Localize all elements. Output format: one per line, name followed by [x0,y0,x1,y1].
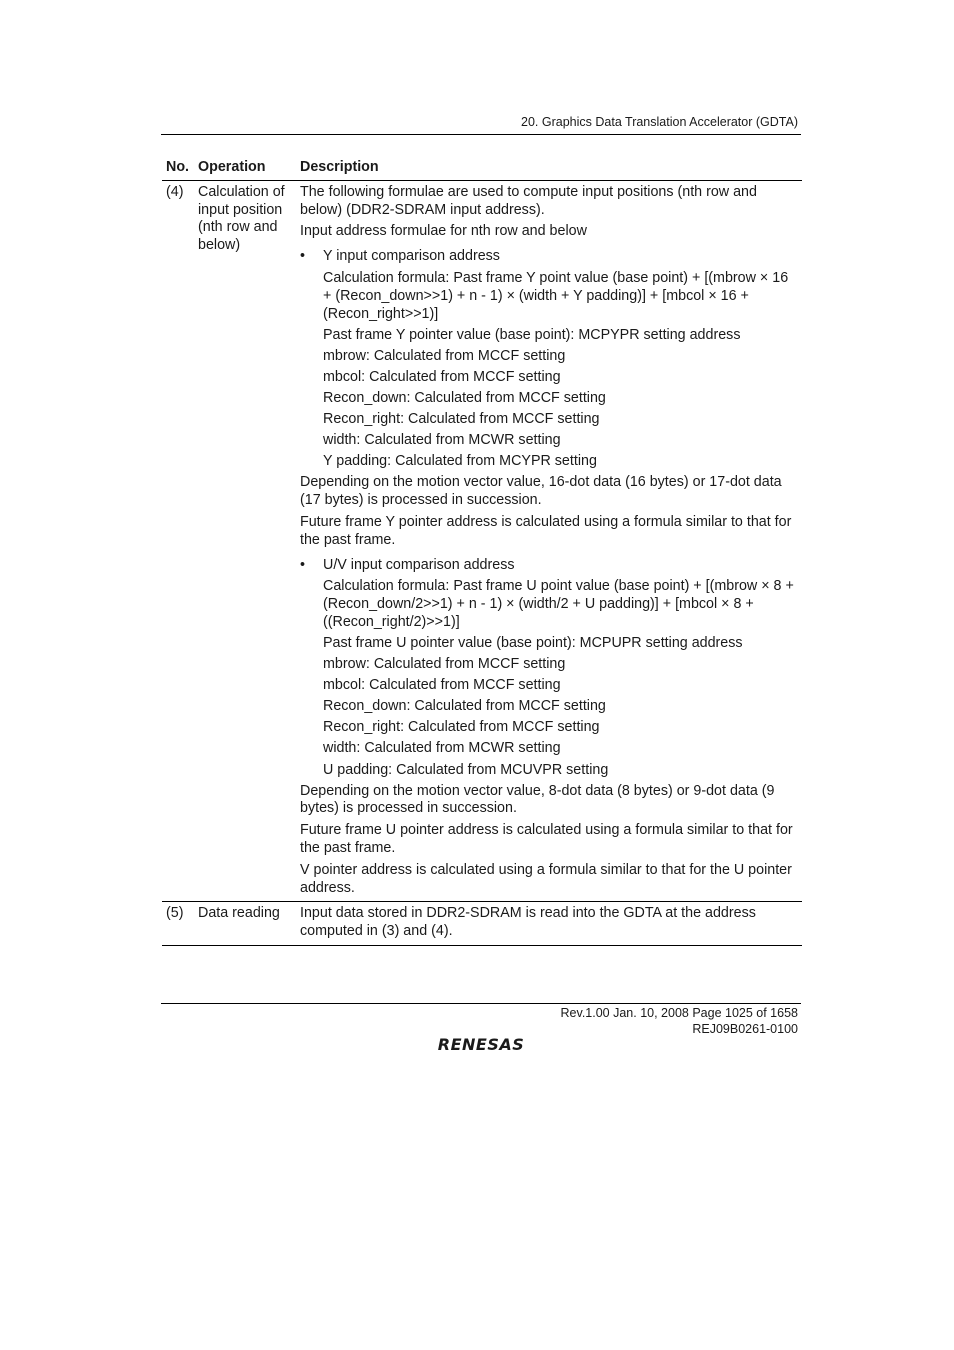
document-code: REJ09B0261-0100 [692,1022,798,1036]
definition-line: mbrow: Calculated from MCCF setting [323,347,566,364]
bullet-item [300,557,798,575]
description-paragraph: Depending on the motion vector value, 8-dot data (8 bytes) or 9-dot data (9 bytes) is processed in succession. [300,782,775,817]
operation-line: input position [198,201,283,218]
header-no: No. [162,157,194,180]
description-paragraph: Depending on the motion vector value, 16-dot data (16 bytes) or 17-dot data (17 bytes) is processed in succession. [300,474,782,509]
operation-cell [194,180,296,902]
row-number: (4) [162,180,194,902]
bullet-item [300,248,798,266]
header-rule [161,134,801,135]
bullet-label: Y input comparison address [323,248,500,265]
description-cell: Input data stored in DDR2-SDRAM is read into the GDTA at the address computed in (3) and (4). [296,902,802,946]
header-operation: Operation [194,157,296,180]
definition-line: Recon_down: Calculated from MCCF setting [323,698,606,715]
definition-line: width: Calculated from MCWR setting [323,432,561,449]
operation-table [162,157,802,946]
description-paragraph: The following formulae are used to compute input positions (nth row and below) (DDR2-SDRAM input address). [300,183,757,218]
bullet-label: U/V input comparison address [323,556,515,573]
definition-line: Recon_right: Calculated from MCCF setting [323,411,600,428]
definition-line: Recon_down: Calculated from MCCF setting [323,389,606,406]
definition-line: Past frame Y pointer value (base point): MCPYPR setting address [323,326,741,343]
footer-rule [161,1003,801,1004]
bullet-dot-icon: • [300,248,306,265]
bullet-dot-icon: • [300,556,306,573]
definition-line: mbcol: Calculated from MCCF setting [323,368,561,385]
operation-cell: Data reading [194,902,296,946]
operation-line: (nth row and [198,219,278,236]
description-paragraph: V pointer address is calculated using a formula similar to that for the U pointer address. [300,861,792,896]
definition-line: width: Calculated from MCWR setting [323,740,561,757]
operation-line: Calculation of [198,183,285,200]
definition-line: mbrow: Calculated from MCCF setting [323,656,566,673]
formula-line: Calculation formula: Past frame Y point value (base point) + [(mbrow × 16 + (Recon_down>>1) + n - 1) × (width + Y padding)] + [mbcol × 16 + (Recon_right>>1)] [323,269,789,322]
description-paragraph: Future frame Y pointer address is calculated using a formula similar to that for the past frame. [300,513,792,548]
description-cell [296,180,802,902]
description-paragraph: Future frame U pointer address is calculated using a formula similar to that for the past frame. [300,822,793,857]
definition-line: U padding: Calculated from MCUVPR setting [323,761,609,778]
formula-line: Calculation formula: Past frame U point value (base point) + [(mbrow × 8 + (Recon_down/2>>1) + n - 1) × (width/2 + U padding)] + [mbcol × 8 + ((Recon_right/2)>>1)] [323,578,794,630]
definition-line: mbcol: Calculated from MCCF setting [323,677,561,694]
description-paragraph: Input address formulae for nth row and below [300,223,587,240]
definition-line: Y padding: Calculated from MCYPR setting [323,453,597,470]
svg-text:RENESAS: RENESAS [437,1035,525,1054]
definition-line: Recon_right: Calculated from MCCF setting [323,719,600,736]
renesas-logo-icon [420,1033,542,1055]
row-number: (5) [162,902,194,946]
definition-line: Past frame U pointer value (base point): MCPUPR setting address [323,635,743,651]
revision-info: Rev.1.00 Jan. 10, 2008 Page 1025 of 1658 [560,1006,798,1020]
table-row [162,902,802,946]
operation-line: below) [198,237,241,254]
header-description: Description [296,157,802,180]
running-header: 20. Graphics Data Translation Accelerator (GDTA) [521,115,798,129]
table-header-row [162,157,802,180]
table-row [162,180,802,902]
